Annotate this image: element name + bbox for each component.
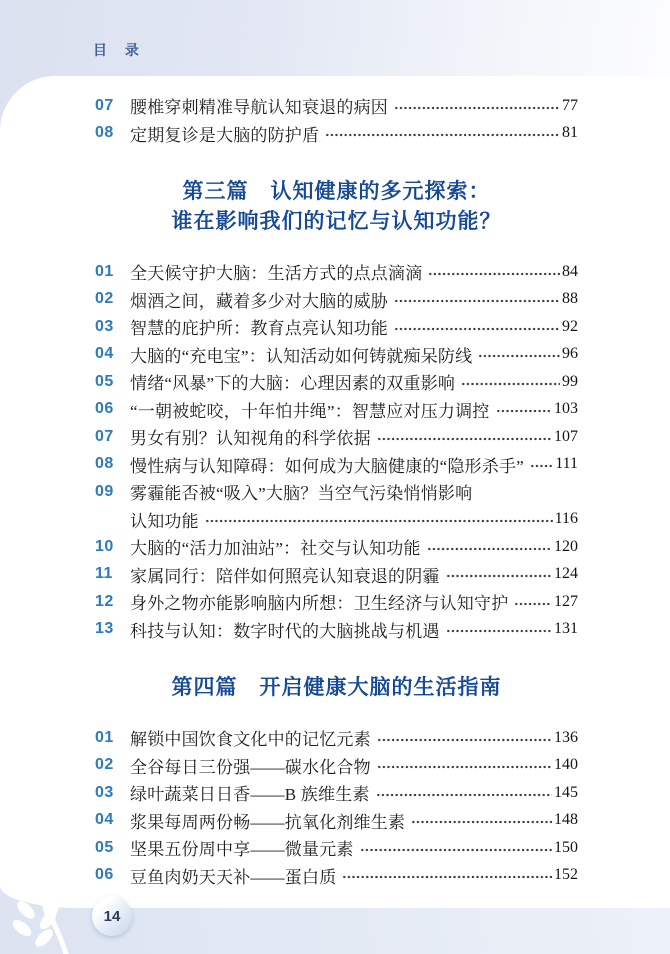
entry-title: 绿叶蔬菜日日香——B 族维生素 — [130, 785, 370, 805]
entry-number: 03 — [95, 783, 114, 801]
entry-page-number: 103 — [554, 400, 578, 418]
dot-leader — [514, 601, 552, 607]
entry-title: 科技与认知：数字时代的大脑挑战与机遇 — [130, 621, 440, 641]
entry-page-number: 152 — [554, 866, 578, 884]
toc-entry — [95, 834, 578, 862]
dot-leader — [394, 298, 560, 304]
entry-number: 02 — [95, 756, 114, 774]
entry-title: 全谷每日三份强——碳水化合物 — [130, 757, 371, 777]
dot-leader — [377, 436, 552, 442]
entry-number: 07 — [95, 427, 114, 445]
entry-number: 01 — [95, 728, 114, 746]
entry-title: 男女有别？认知视角的科学依据 — [130, 429, 371, 449]
entry-number: 12 — [95, 592, 114, 610]
toc-section — [95, 673, 578, 889]
dot-leader — [478, 353, 560, 359]
toc-entry — [95, 258, 578, 286]
entry-title: 情绪“风暴”下的大脑：心理因素的双重影响 — [130, 374, 456, 394]
dot-leader — [325, 132, 560, 138]
toc-entry — [95, 752, 578, 780]
dot-leader — [427, 546, 552, 552]
section-title-line: 谁在影响我们的记忆与认知功能？ — [171, 210, 502, 233]
dot-leader — [461, 381, 560, 387]
section-title-line: 第三篇 认知健康的多元探索： — [182, 180, 491, 203]
entry-title: 大脑的“充电宝”：认知活动如何铸就痴呆防线 — [130, 346, 473, 366]
toc-entry — [95, 533, 578, 561]
page-header-label: 目 录 — [93, 42, 146, 58]
dot-leader — [411, 819, 552, 825]
entry-number: 04 — [95, 811, 114, 829]
toc-entry — [95, 807, 578, 835]
dot-leader — [446, 628, 552, 634]
entry-page-number: 148 — [554, 811, 578, 829]
dot-leader — [530, 463, 553, 469]
toc-entry — [95, 423, 578, 451]
entry-page-number: 150 — [554, 838, 578, 856]
leaf-branch-decoration — [2, 844, 106, 954]
entry-title-line2: 认知功能 — [130, 511, 199, 531]
toc-entry — [95, 862, 578, 890]
entry-page-number: 107 — [554, 427, 578, 445]
toc-entry — [95, 313, 578, 341]
entry-page-number: 96 — [562, 345, 578, 363]
toc-entry — [95, 368, 578, 396]
entry-number: 08 — [95, 455, 114, 473]
toc-entry — [95, 286, 578, 314]
entry-title: “一朝被蛇咬，十年怕井绳”：智慧应对压力调控 — [130, 401, 490, 421]
entry-page-number: 127 — [554, 592, 578, 610]
entry-title: 豆鱼肉奶天天补——蛋白质 — [130, 867, 337, 887]
toc-section — [95, 177, 578, 643]
toc-entry — [95, 92, 578, 120]
dot-leader — [205, 518, 553, 524]
entry-number: 06 — [95, 400, 114, 418]
entry-title: 浆果每周两份畅——抗氧化剂维生素 — [130, 812, 406, 832]
entry-title: 智慧的庇护所：教育点亮认知功能 — [130, 319, 388, 339]
dot-leader — [360, 847, 552, 853]
entry-title: 定期复诊是大脑的防护盾 — [130, 125, 320, 145]
page-number-badge — [92, 896, 132, 936]
entry-page-number: 99 — [562, 372, 578, 390]
entry-title: 全天候守护大脑：生活方式的点点滴滴 — [130, 264, 423, 284]
toc-entry — [95, 120, 578, 148]
entry-page-number: 140 — [554, 756, 578, 774]
entry-page-number: 111 — [555, 455, 578, 473]
dot-leader — [376, 792, 552, 798]
entry-number: 13 — [95, 620, 114, 638]
section-title-line: 第四篇 开启健康大脑的生活指南 — [171, 676, 502, 699]
section-title — [95, 673, 578, 703]
table-of-contents — [95, 92, 578, 889]
toc-entry — [95, 478, 578, 506]
entry-page-number: 88 — [562, 290, 578, 308]
dot-leader — [342, 874, 552, 880]
entry-number: 01 — [95, 262, 114, 280]
entry-page-number: 120 — [554, 537, 578, 555]
entry-title: 家属同行：陪伴如何照亮认知衰退的阴霾 — [130, 566, 440, 586]
entry-number: 04 — [95, 345, 114, 363]
entry-number: 11 — [95, 565, 113, 583]
entry-page-number: 116 — [554, 510, 578, 528]
entry-page-number: 136 — [554, 728, 578, 746]
toc-entry — [95, 396, 578, 424]
section-title — [95, 177, 578, 237]
entry-number: 05 — [95, 372, 114, 390]
dot-leader — [496, 408, 553, 414]
dot-leader — [446, 573, 552, 579]
entry-title: 大脑的“活力加油站”：社交与认知功能 — [130, 539, 421, 559]
toc-entry — [95, 588, 578, 616]
entry-title: 慢性病与认知障碍：如何成为大脑健康的“隐形杀手” — [130, 456, 524, 476]
dot-leader — [377, 764, 552, 770]
entry-number: 02 — [95, 290, 114, 308]
toc-entry — [95, 724, 578, 752]
entry-page-number: 84 — [562, 262, 578, 280]
entry-title: 腰椎穿刺精准导航认知衰退的病因 — [130, 98, 388, 118]
entry-title: 雾霾能否被“吸入”大脑？当空气污染悄悄影响 — [130, 484, 473, 504]
entry-page-number: 92 — [562, 317, 578, 335]
toc-entry — [95, 451, 578, 479]
toc-entry — [95, 561, 578, 589]
toc-section — [95, 92, 578, 147]
entry-title: 坚果五份周中享——微量元素 — [130, 840, 354, 860]
entry-number: 06 — [95, 866, 114, 884]
entry-number: 08 — [95, 124, 114, 142]
entry-page-number: 131 — [554, 620, 578, 638]
dot-leader — [428, 271, 560, 277]
page-number: 14 — [103, 907, 121, 925]
dot-leader — [394, 326, 560, 332]
entry-number: 10 — [95, 537, 114, 555]
entry-title: 解锁中国饮食文化中的记忆元素 — [130, 730, 371, 750]
toc-entry — [95, 779, 578, 807]
entry-number: 07 — [95, 96, 114, 114]
entry-title: 身外之物亦能影响脑内所想：卫生经济与认知守护 — [130, 594, 509, 614]
toc-entry-continuation — [95, 506, 578, 534]
toc-entry — [95, 341, 578, 369]
entry-page-number: 124 — [554, 565, 578, 583]
entry-number: 03 — [95, 317, 114, 335]
entry-page-number: 81 — [562, 124, 578, 142]
dot-leader — [394, 105, 560, 111]
dot-leader — [377, 737, 552, 743]
entry-number: 05 — [95, 838, 114, 856]
entry-number: 09 — [95, 482, 114, 500]
entry-page-number: 77 — [562, 96, 578, 114]
toc-entry — [95, 616, 578, 644]
entry-page-number: 145 — [554, 783, 578, 801]
entry-title: 烟酒之间，藏着多少对大脑的威胁 — [130, 291, 388, 311]
